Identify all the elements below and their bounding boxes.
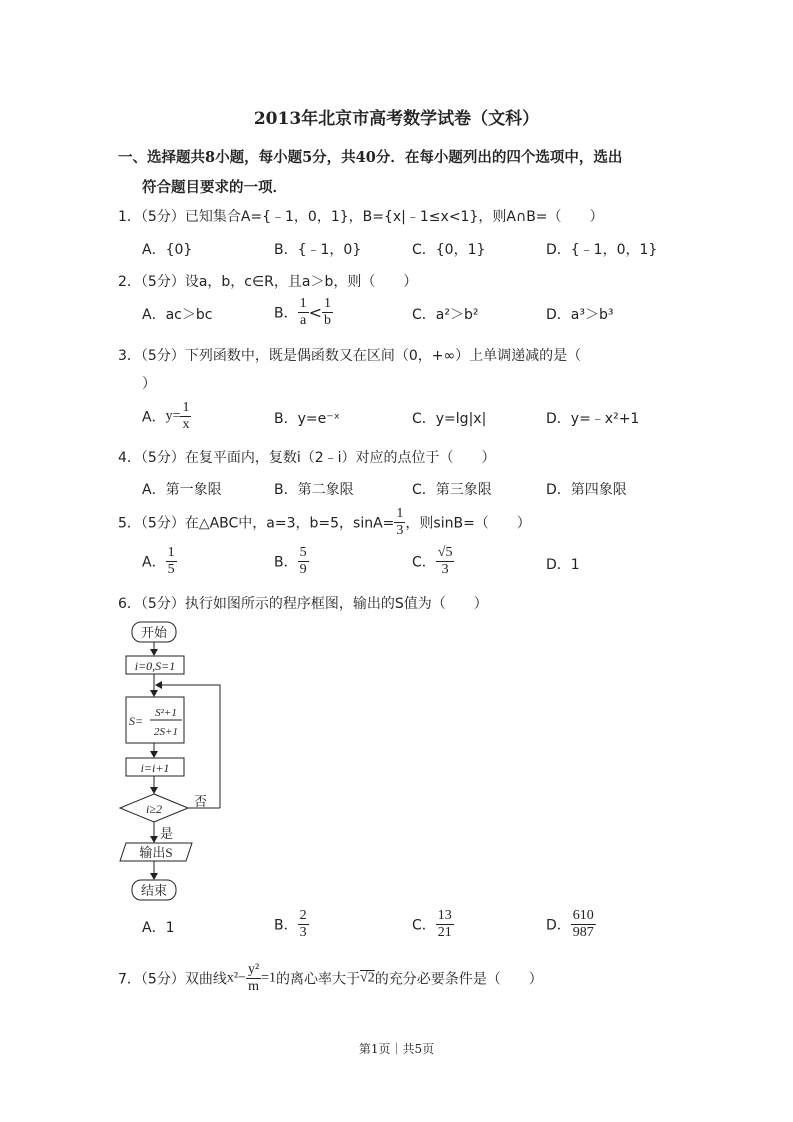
q5-stem-prefix: 5．（5分）在△ABC中，a=3，b=5，sinA=: [118, 515, 395, 532]
q1-option-a: A．{0}: [142, 242, 193, 258]
q6-option-b-fraction: $\frac{2}{3}$: [299, 908, 307, 941]
q3-option-a-fraction: $\frac{1}{x}$: [182, 400, 190, 433]
q6-option-b-label: B．: [274, 917, 298, 934]
q7-equals-one: =1: [261, 970, 277, 986]
flowchart-loop-back-arrow: [156, 685, 220, 808]
flowchart-end-label: 结束: [140, 883, 168, 898]
q6-option-d: [546, 908, 596, 941]
q1-option-b: B．{﹣1，0}: [274, 242, 362, 258]
q1-option-d: D．{﹣1，0，1}: [546, 242, 658, 258]
flowchart-output-label: 输出S: [139, 845, 173, 860]
question-2-stem: 2．（5分）设a，b，c∈R，且a＞b，则（ ）: [118, 274, 418, 290]
flowchart-assign-numerator: S²+1: [155, 707, 177, 719]
page-footer: 第1页｜共5页: [358, 1042, 435, 1056]
q4-option-c: C．第三象限: [412, 482, 492, 498]
q5-option-a-label: A．: [142, 554, 166, 571]
question-6-stem: 6．（5分）执行如图所示的程序框图，输出的S值为（ ）: [118, 596, 488, 612]
page-title: 2013年北京市高考数学试卷（文科）: [253, 109, 540, 129]
q5-option-c-fraction: $\frac{√5}{3}$: [437, 545, 453, 578]
q3-option-a: [142, 400, 191, 433]
question-5-stem: [118, 506, 531, 539]
q5-option-c-label: C．: [412, 554, 436, 571]
q6-option-b: [274, 908, 309, 941]
q3-option-a-label: A．: [142, 409, 166, 426]
q5-option-b: [274, 545, 309, 578]
flowchart-decision-label: i≥2: [146, 802, 162, 816]
q5-stem-suffix: ，则sinB=（ ）: [405, 515, 531, 532]
q5-option-a: [142, 545, 177, 578]
q1-option-c: C．{0，1}: [412, 242, 486, 258]
q4-option-b: B．第二象限: [274, 482, 354, 498]
q5-stem-fraction: $\frac{1}{3}$: [396, 506, 404, 539]
q5-option-a-fraction: $\frac{1}{5}$: [167, 545, 175, 578]
flowchart-assign-denominator: 2S+1: [154, 726, 178, 738]
q2-option-a: A．ac＞bc: [142, 307, 213, 323]
q2-option-b-fraction-2: $\frac{1}{b}$: [324, 296, 332, 329]
q2-option-b-fraction-1: $\frac{1}{a}$: [299, 296, 307, 329]
q6-option-a: A．1: [142, 920, 175, 936]
flowchart-yes-label: 是: [160, 826, 174, 841]
q6-option-c-fraction: $\frac{13}{21}$: [437, 908, 452, 941]
q2-option-c: C．a²＞b²: [412, 307, 479, 323]
q5-option-d: D．1: [546, 557, 580, 573]
q4-option-d: D．第四象限: [546, 482, 627, 498]
flowchart-assign-lhs: S=: [129, 714, 144, 728]
q6-option-c-label: C．: [412, 917, 436, 934]
q7-stem-prefix: 7．（5分）双曲线: [118, 971, 227, 988]
section-heading-line1: 一、选择题共8小题，每小题5分，共40分．在每小题列出的四个选项中，选出: [118, 149, 623, 166]
q5-option-c: [412, 545, 454, 578]
flowchart: [110, 618, 240, 908]
question-1-stem: 1．（5分）已知集合A={﹣1，0，1}，B={x|﹣1≤x<1}，则A∩B=（ ）: [118, 209, 604, 225]
q7-x-squared: x²: [226, 970, 239, 986]
question-3-stem-line1: 3．（5分）下列函数中，既是偶函数又在区间（0，+∞）上单调递减的是（: [118, 348, 582, 364]
flowchart-no-label: 否: [194, 794, 208, 809]
q7-sqrt2: √2: [360, 970, 375, 986]
q3-option-b: B．y=e⁻ˣ: [274, 411, 340, 427]
q6-option-d-label: D．: [546, 917, 571, 934]
q4-option-a: A．第一象限: [142, 482, 222, 498]
q7-y-fraction: $\frac{\text{y²}}{m}$: [247, 962, 260, 995]
q6-option-c: [412, 908, 454, 941]
question-3-stem-line2: ）: [142, 376, 156, 392]
question-7-stem: [118, 962, 543, 995]
q6-option-d-fraction: $\frac{610}{987}$: [572, 908, 594, 941]
q2-option-d: D．a³＞b³: [546, 307, 614, 323]
q3-option-d: D．y=﹣x²+1: [546, 411, 640, 427]
flowchart-start-label: 开始: [140, 625, 168, 640]
q2-option-b-less-than: <: [308, 303, 323, 323]
q7-stem-suffix: 的充分必要条件是（ ）: [374, 971, 543, 988]
q3-option-a-prefix: y=: [165, 408, 181, 424]
q5-option-b-fraction: $\frac{5}{9}$: [299, 545, 307, 578]
section-heading-line2: 符合题目要求的一项．: [142, 179, 287, 196]
flowchart-increment-label: i=i+1: [140, 761, 170, 775]
q7-minus: −: [238, 970, 246, 986]
question-4-stem: 4．（5分）在复平面内，复数i（2﹣i）对应的点位于（ ）: [118, 450, 496, 466]
flowchart-init-label: i=0,S=1: [134, 659, 176, 673]
q2-option-b: [274, 296, 333, 329]
q7-stem-middle: 的离心率大于: [276, 971, 361, 988]
q2-option-b-label: B．: [274, 305, 298, 322]
q5-option-b-label: B．: [274, 554, 298, 571]
q3-option-c: C．y=lg|x|: [412, 411, 487, 427]
